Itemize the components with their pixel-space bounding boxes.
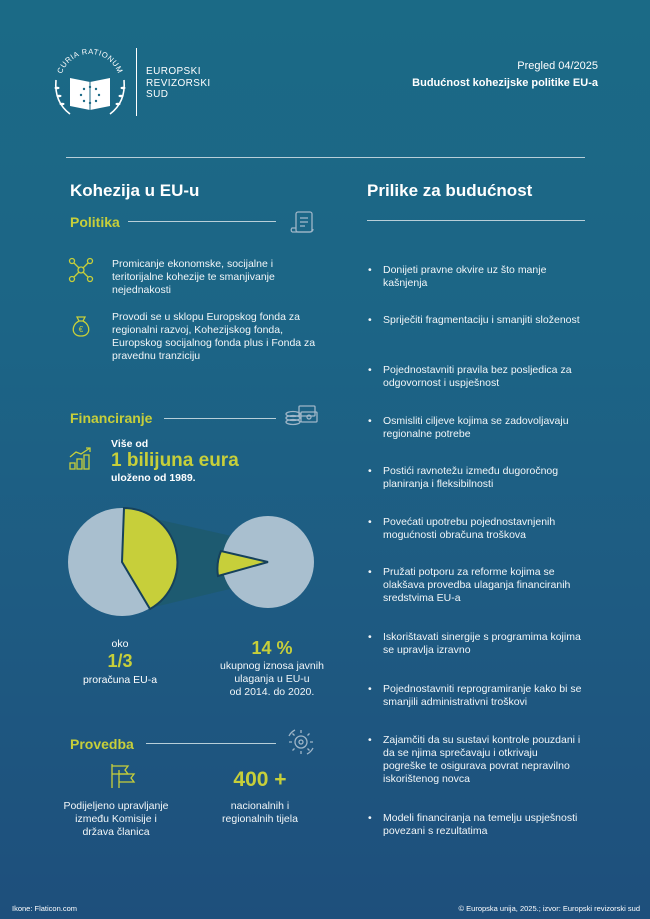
politika-heading: Politika: [70, 214, 120, 230]
opportunity-5: • Postići ravnotežu između dugoročnog planiranja i fleksibilnosti: [367, 465, 582, 491]
investment-stat-line-3: od 2014. do 2020.: [229, 686, 315, 698]
coins-icon: [283, 402, 319, 432]
scroll-icon: [288, 208, 320, 238]
svg-text:CURIA RATIONUM: [55, 47, 125, 75]
investment-stat-value: 14 %: [251, 638, 293, 658]
opportunity-7: • Pružati potporu za reforme kojima se olakšava provedba ulaganja financiranih sredstvima EU-a: [367, 566, 582, 605]
header-rule: [66, 157, 585, 158]
politika-item-1: Promicanje ekonomske, socijalne i teritorijalne kohezije te smanjivanje nejednakosti: [112, 258, 275, 296]
budget-stat-desc: proračuna EU-a: [82, 674, 158, 686]
shared-management-line-1: Podijeljeno upravljanje: [63, 800, 169, 812]
bodies-stat-value: 400 +: [233, 768, 287, 791]
budget-stat-value: 1/3: [107, 651, 133, 671]
opportunity-2: • Spriječiti fragmentaciju i smanjiti složenost: [367, 314, 582, 327]
money-bag-icon: [68, 311, 94, 339]
financiranje-heading: Financiranje: [70, 410, 153, 426]
bodies-stat-line-1: nacionalnih i: [230, 800, 290, 812]
provedba-heading: Provedba: [70, 736, 134, 752]
seal-text: CURIA RATIONUM: [55, 46, 125, 75]
bodies-stat: [212, 768, 308, 826]
review-number: Pregled 04/2025: [517, 60, 598, 72]
shared-management-line-2: između Komisije i: [75, 813, 157, 825]
footer-icons-credit: Ikone: Flaticon.com: [12, 904, 78, 913]
org-line-1: EUROPSKI: [146, 66, 201, 77]
opportunity-10: • Zajamčiti da su sustavi kontrole pouzdani i da se njima sprečavaju i otkrivaju pogreške te osigurava povrat nepravilno iskorištenog novca: [367, 734, 582, 786]
opportunity-6: • Povećati upotrebu pojednostavnjenih mogućnosti obračuna troškova: [367, 516, 582, 542]
funding-amount: 1 bilijuna eura: [111, 450, 239, 471]
opportunity-9: • Pojednostavniti reprogramiranje kako bi se smanjili administrativni troškovi: [367, 683, 582, 709]
investment-stat: [210, 636, 334, 699]
bodies-stat-line-2: regionalnih tijela: [222, 813, 298, 825]
opportunity-11: • Modeli financiranja na temelju uspješnosti povezani s rezultatima: [367, 812, 582, 838]
shared-management: [56, 800, 176, 839]
politika-rule: [128, 221, 276, 222]
opportunity-3: • Pojednostavniti pravila bez posljedica za odgovornost i uspješnost: [367, 364, 582, 390]
politika-item-2: Provodi se u sklopu Europskog fonda za regionalni razvoj, Kohezijskog fonda, Europskog socijalnog fonda plus i Fonda za pravednu tranziciju: [112, 311, 316, 362]
gears-icon: [285, 726, 317, 758]
funding-pie-graphic: [64, 506, 324, 618]
financiranje-rule: [164, 418, 276, 419]
review-title: Budućnost kohezijske politike EU-a: [412, 77, 598, 89]
right-title-rule: [367, 220, 585, 221]
growth-chart-icon: [68, 446, 94, 472]
org-line-3: SUD: [146, 89, 169, 100]
budget-stat: [70, 638, 170, 686]
footer-copyright: © Europska unija, 2025.; izvor: Europski revizorski sud: [458, 904, 640, 913]
logo-divider: [136, 48, 137, 116]
investment-stat-line-2: ulaganja u EU-u: [234, 673, 310, 685]
opportunity-4: • Osmisliti ciljeve kojima se zadovoljavaju regionalne potrebe: [367, 415, 582, 441]
funding-post: uloženo od 1989.: [111, 472, 196, 484]
right-column-title: Prilike za budućnost: [367, 181, 533, 200]
shared-management-line-3: država članica: [82, 826, 150, 838]
network-icon: [68, 257, 94, 283]
opportunity-1: • Donijeti pravne okvire uz što manje kašnjenja: [367, 264, 582, 290]
eca-logo: [48, 44, 132, 120]
provedba-rule: [146, 743, 276, 744]
org-name: [146, 66, 211, 101]
investment-stat-line-1: ukupnog iznosa javnih: [220, 660, 324, 672]
flags-icon: [108, 762, 138, 790]
opportunity-8: • Iskorištavati sinergije s programima kojima se upravlja izravno: [367, 631, 582, 657]
svg-text:€: €: [78, 325, 84, 334]
budget-stat-pre: oko: [111, 638, 129, 650]
funding-pre: Više od: [111, 438, 149, 450]
left-column-title: Kohezija u EU-u: [70, 181, 200, 200]
org-line-2: REVIZORSKI: [146, 77, 211, 89]
